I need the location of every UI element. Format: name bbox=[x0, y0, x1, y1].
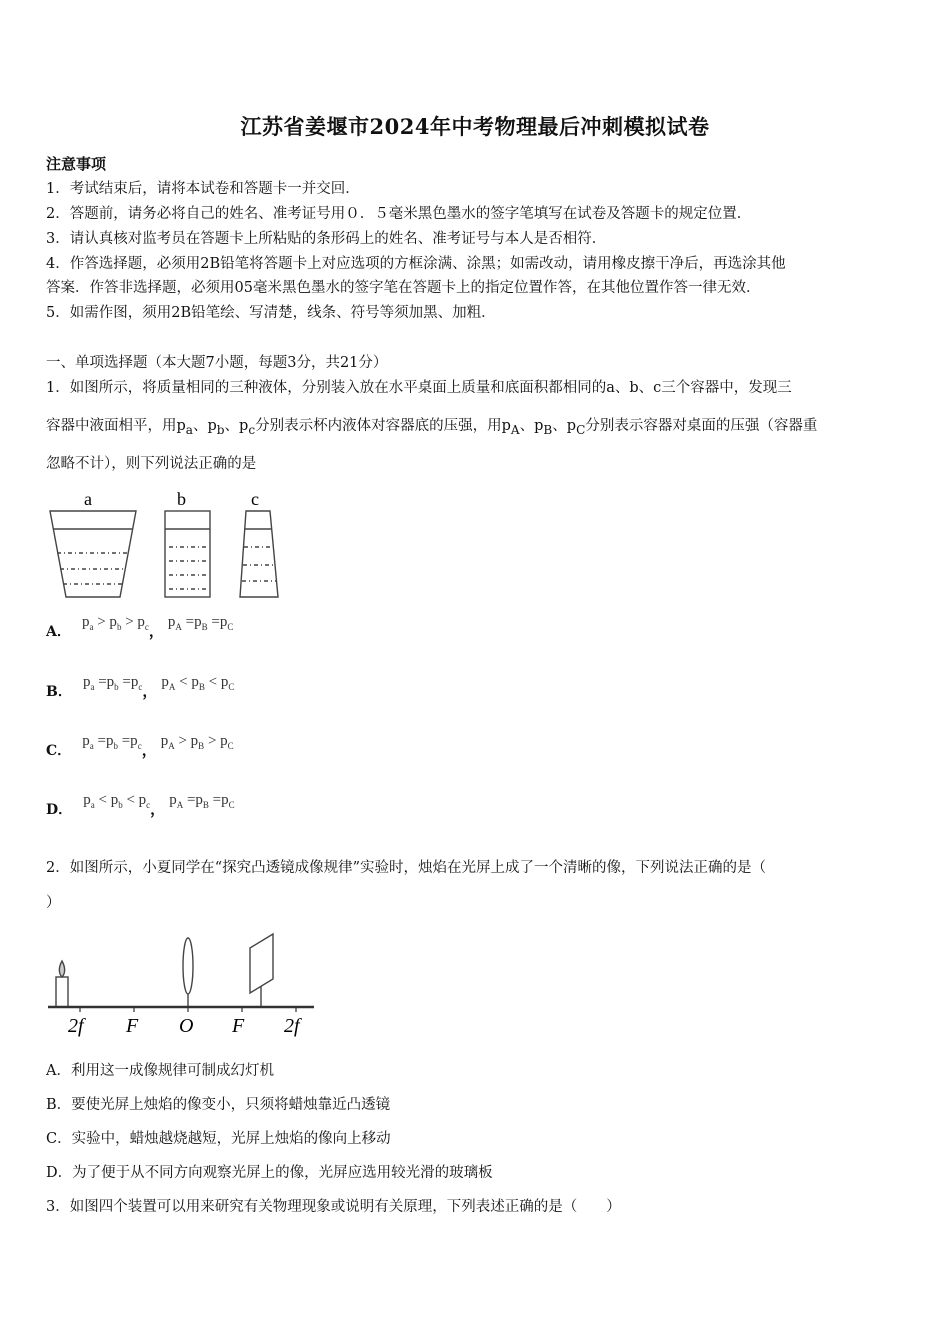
container-a bbox=[50, 511, 136, 597]
convex-lens bbox=[183, 938, 193, 994]
container-b bbox=[165, 511, 210, 597]
q2-stem-line1: 2．如图所示，小夏同学在“探究凸透镜成像规律”实验时，烛焰在光屏上成了一个清晰的像，下列说法正确的是（ bbox=[46, 860, 767, 876]
container-label-a: a bbox=[84, 489, 92, 509]
candle bbox=[56, 961, 68, 1007]
q3-stem-line1: 3．如图四个装置可以用来研究有关物理现象或说明有关原理，下列表述正确的是（ ） bbox=[46, 1199, 621, 1215]
axis-label-f: F bbox=[126, 1015, 139, 1037]
page-title: 江苏省姜堰市2024年中考物理最后冲刺模拟试卷 bbox=[240, 114, 710, 139]
q1-stem-line2: 容器中液面相平，用$p_a$、$p_b$、$p_c$分别表示杯内液体对容器底的压强，用$p_A$、$p_B$、$p_C$分别表示容器对桌面的压强（容器重 bbox=[46, 418, 818, 437]
note-item: 3．请认真核对监考员在答题卡上所粘贴的条形码上的姓名、准考证号与本人是否相符． bbox=[46, 231, 607, 247]
note-item: 1．考试结束后，请将本试卷和答题卡一并交回． bbox=[46, 181, 360, 197]
note-item: 答案．作答非选择题，必须用05毫米黑色墨水的签字笔在答题卡上的指定位置作答，在其他位置作答一律无效． bbox=[46, 280, 761, 296]
q2-option-d[interactable]: D．为了便于从不同方向观察光屏上的像，光屏应选用较光滑的玻璃板 bbox=[46, 1165, 493, 1181]
q2-option-c[interactable]: C．实验中，蜡烛越烧越短，光屏上烛焰的像向上移动 bbox=[46, 1131, 391, 1147]
q1-option-b[interactable]: B． $p_a =p_b =p_c$， $p_A < p_B < p_C$ bbox=[46, 674, 235, 700]
note-item: 4．作答选择题，必须用2B铅笔将答题卡上对应选项的方框涂满、涂黑；如需改动，请用橡皮擦干净后，再选涂其他 bbox=[46, 256, 786, 272]
q2-stem-line2: ） bbox=[46, 895, 61, 911]
section-heading: 一、单项选择题（本大题7小题，每题3分，共21分） bbox=[46, 355, 388, 371]
note-item: 2．答题前，请务必将自己的姓名、准考证号用０．５毫米黑色墨水的签字笔填写在试卷及答题卡的规定位置． bbox=[46, 206, 752, 222]
axis-label-2f: 2f bbox=[284, 1015, 300, 1037]
note-item: 5．如需作图，须用2B铅笔绘、写清楚，线条、符号等须加黑、加粗． bbox=[46, 305, 496, 321]
container-label-b: b bbox=[177, 489, 186, 509]
axis-label-2f: 2f bbox=[68, 1015, 84, 1037]
q2-option-b[interactable]: B．要使光屏上烛焰的像变小，只须将蜡烛靠近凸透镜 bbox=[46, 1097, 391, 1113]
q1-stem-line3: 忽略不计），则下列说法正确的是 bbox=[46, 456, 257, 472]
q1-option-c[interactable]: C． $p_a =p_b =p_c$， $p_A > p_B > p_C$ bbox=[46, 733, 234, 759]
q1-stem-line1: 1．如图所示，将质量相同的三种液体，分别装入放在水平桌面上质量和底面积都相同的a、b、c三个容器中，发现三 bbox=[46, 380, 792, 396]
q1-option-d[interactable]: D． $p_a < p_b < p_c$， $p_A =p_B =p_C$ bbox=[46, 792, 235, 818]
light-screen bbox=[250, 934, 273, 1007]
container-c bbox=[240, 511, 278, 597]
axis-label-f: F bbox=[232, 1015, 245, 1037]
containers-figure bbox=[44, 485, 289, 601]
notes-heading: 注意事项 bbox=[46, 155, 107, 173]
lens-bench-figure bbox=[44, 928, 319, 1040]
q1-option-a[interactable]: A． $p_a > p_b > p_c$， $p_A =p_B =p_C$ bbox=[46, 614, 234, 640]
q2-option-a[interactable]: A．利用这一成像规律可制成幻灯机 bbox=[46, 1063, 274, 1079]
axis-label-o: O bbox=[179, 1015, 194, 1037]
container-label-c: c bbox=[251, 489, 259, 509]
